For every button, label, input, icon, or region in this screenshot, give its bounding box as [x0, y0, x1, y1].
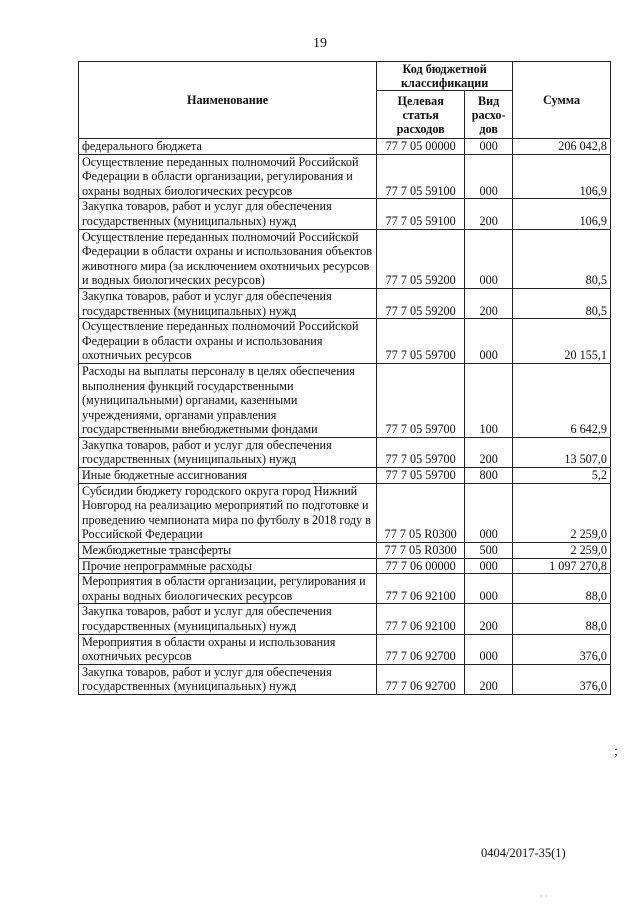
row-target-article: 77 7 06 92100 — [377, 574, 465, 604]
table-row — [79, 288, 611, 318]
row-name: Осуществление переданных полномочий Российской Федерации в области охраны и использования охотничьих ресурсов — [79, 319, 377, 364]
row-sum: 2 259,0 — [513, 543, 611, 559]
row-sum: 376,0 — [513, 634, 611, 664]
row-target-article: 77 7 05 59100 — [377, 154, 465, 199]
row-target-article: 77 7 06 00000 — [377, 558, 465, 574]
table-row — [79, 139, 611, 155]
row-expense-type: 200 — [465, 199, 513, 229]
row-target-article: 77 7 05 59700 — [377, 468, 465, 484]
row-expense-type: 200 — [465, 664, 513, 694]
row-name: Субсидии бюджету городского округа город Нижний Новгород на реализацию мероприятий по подготовке и проведению чемпионата мира по футболу в 2018 году в Российской Федерации — [79, 483, 377, 542]
row-sum: 13 507,0 — [513, 437, 611, 467]
row-name: Осуществление переданных полномочий Российской Федерации в области охраны и использования объектов животного мира (за исключением охотничьих ресурсов и водных биологических ресурсов) — [79, 229, 377, 288]
row-name: Закупка товаров, работ и услуг для обеспечения государственных (муниципальных) нужд — [79, 199, 377, 229]
row-expense-type: 000 — [465, 634, 513, 664]
table-row — [79, 634, 611, 664]
row-name: Мероприятия в области охраны и использования охотничьих ресурсов — [79, 634, 377, 664]
row-sum: 106,9 — [513, 154, 611, 199]
row-expense-type: 100 — [465, 363, 513, 437]
table-row — [79, 363, 611, 437]
header-sum: Сумма — [513, 62, 611, 139]
row-target-article: 77 7 05 00000 — [377, 139, 465, 155]
table-row — [79, 543, 611, 559]
table-row — [79, 483, 611, 542]
row-target-article: 77 7 05 59200 — [377, 288, 465, 318]
table-row — [79, 229, 611, 288]
row-expense-type: 000 — [465, 319, 513, 364]
row-expense-type: 000 — [465, 483, 513, 542]
row-name: федерального бюджета — [79, 139, 377, 155]
row-expense-type: 000 — [465, 558, 513, 574]
table-row — [79, 468, 611, 484]
table-row — [79, 558, 611, 574]
row-name: Расходы на выплаты персоналу в целях обеспечения выполнения функций государственными (муниципальными) органами, казенными учреждениями, органами управления государственными внебюджетными фондами — [79, 363, 377, 437]
row-expense-type: 200 — [465, 288, 513, 318]
page-number: 19 — [313, 36, 327, 51]
header-code-group: Код бюджетной классификации — [377, 62, 513, 91]
table-row — [79, 319, 611, 364]
row-name: Закупка товаров, работ и услуг для обеспечения государственных (муниципальных) нужд — [79, 437, 377, 467]
row-name: Иные бюджетные ассигнования — [79, 468, 377, 484]
table-row — [79, 574, 611, 604]
row-name: Межбюджетные трансферты — [79, 543, 377, 559]
table-body — [79, 139, 611, 695]
row-sum: 206 042,8 — [513, 139, 611, 155]
row-expense-type: 200 — [465, 437, 513, 467]
row-name: Прочие непрограммные расходы — [79, 558, 377, 574]
row-target-article: 77 7 05 R0300 — [377, 543, 465, 559]
row-target-article: 77 7 06 92700 — [377, 664, 465, 694]
row-expense-type: 000 — [465, 154, 513, 199]
header-expense-type: Вид расхо-дов — [465, 91, 513, 139]
row-sum: 80,5 — [513, 288, 611, 318]
row-expense-type: 000 — [465, 229, 513, 288]
row-sum: 6 642,9 — [513, 363, 611, 437]
row-sum: 88,0 — [513, 574, 611, 604]
row-sum: 80,5 — [513, 229, 611, 288]
row-target-article: 77 7 05 59700 — [377, 319, 465, 364]
table-row — [79, 199, 611, 229]
row-target-article: 77 7 05 59700 — [377, 437, 465, 467]
row-target-article: 77 7 06 92700 — [377, 634, 465, 664]
header-target-article: Целевая статья расходов — [377, 91, 465, 139]
row-sum: 2 259,0 — [513, 483, 611, 542]
row-expense-type: 500 — [465, 543, 513, 559]
scan-speck: · · — [540, 892, 548, 901]
row-sum: 20 155,1 — [513, 319, 611, 364]
row-name: Закупка товаров, работ и услуг для обеспечения государственных (муниципальных) нужд — [79, 288, 377, 318]
header-name: Наименование — [79, 62, 377, 139]
row-name: Закупка товаров, работ и услуг для обеспечения государственных (муниципальных) нужд — [79, 604, 377, 634]
row-sum: 106,9 — [513, 199, 611, 229]
row-expense-type: 000 — [465, 139, 513, 155]
table-row — [79, 604, 611, 634]
row-target-article: 77 7 05 59200 — [377, 229, 465, 288]
document-code: 0404/2017-35(1) — [481, 846, 566, 860]
row-expense-type: 000 — [465, 574, 513, 604]
row-name: Закупка товаров, работ и услуг для обеспечения государственных (муниципальных) нужд — [79, 664, 377, 694]
row-expense-type: 800 — [465, 468, 513, 484]
row-sum: 376,0 — [513, 664, 611, 694]
budget-table — [78, 61, 611, 695]
row-target-article: 77 7 05 59100 — [377, 199, 465, 229]
table-row — [79, 154, 611, 199]
row-sum: 88,0 — [513, 604, 611, 634]
row-name: Осуществление переданных полномочий Российской Федерации в области организации, регулирования и охраны водных биологических ресурсов — [79, 154, 377, 199]
row-expense-type: 200 — [465, 604, 513, 634]
row-name: Мероприятия в области организации, регулирования и охраны водных биологических ресурсов — [79, 574, 377, 604]
row-target-article: 77 7 05 59700 — [377, 363, 465, 437]
row-sum: 1 097 270,8 — [513, 558, 611, 574]
row-target-article: 77 7 05 R0300 — [377, 483, 465, 542]
row-target-article: 77 7 06 92100 — [377, 604, 465, 634]
trailing-semicolon: ; — [614, 744, 618, 759]
row-sum: 5,2 — [513, 468, 611, 484]
table-row — [79, 664, 611, 694]
table-row — [79, 437, 611, 467]
